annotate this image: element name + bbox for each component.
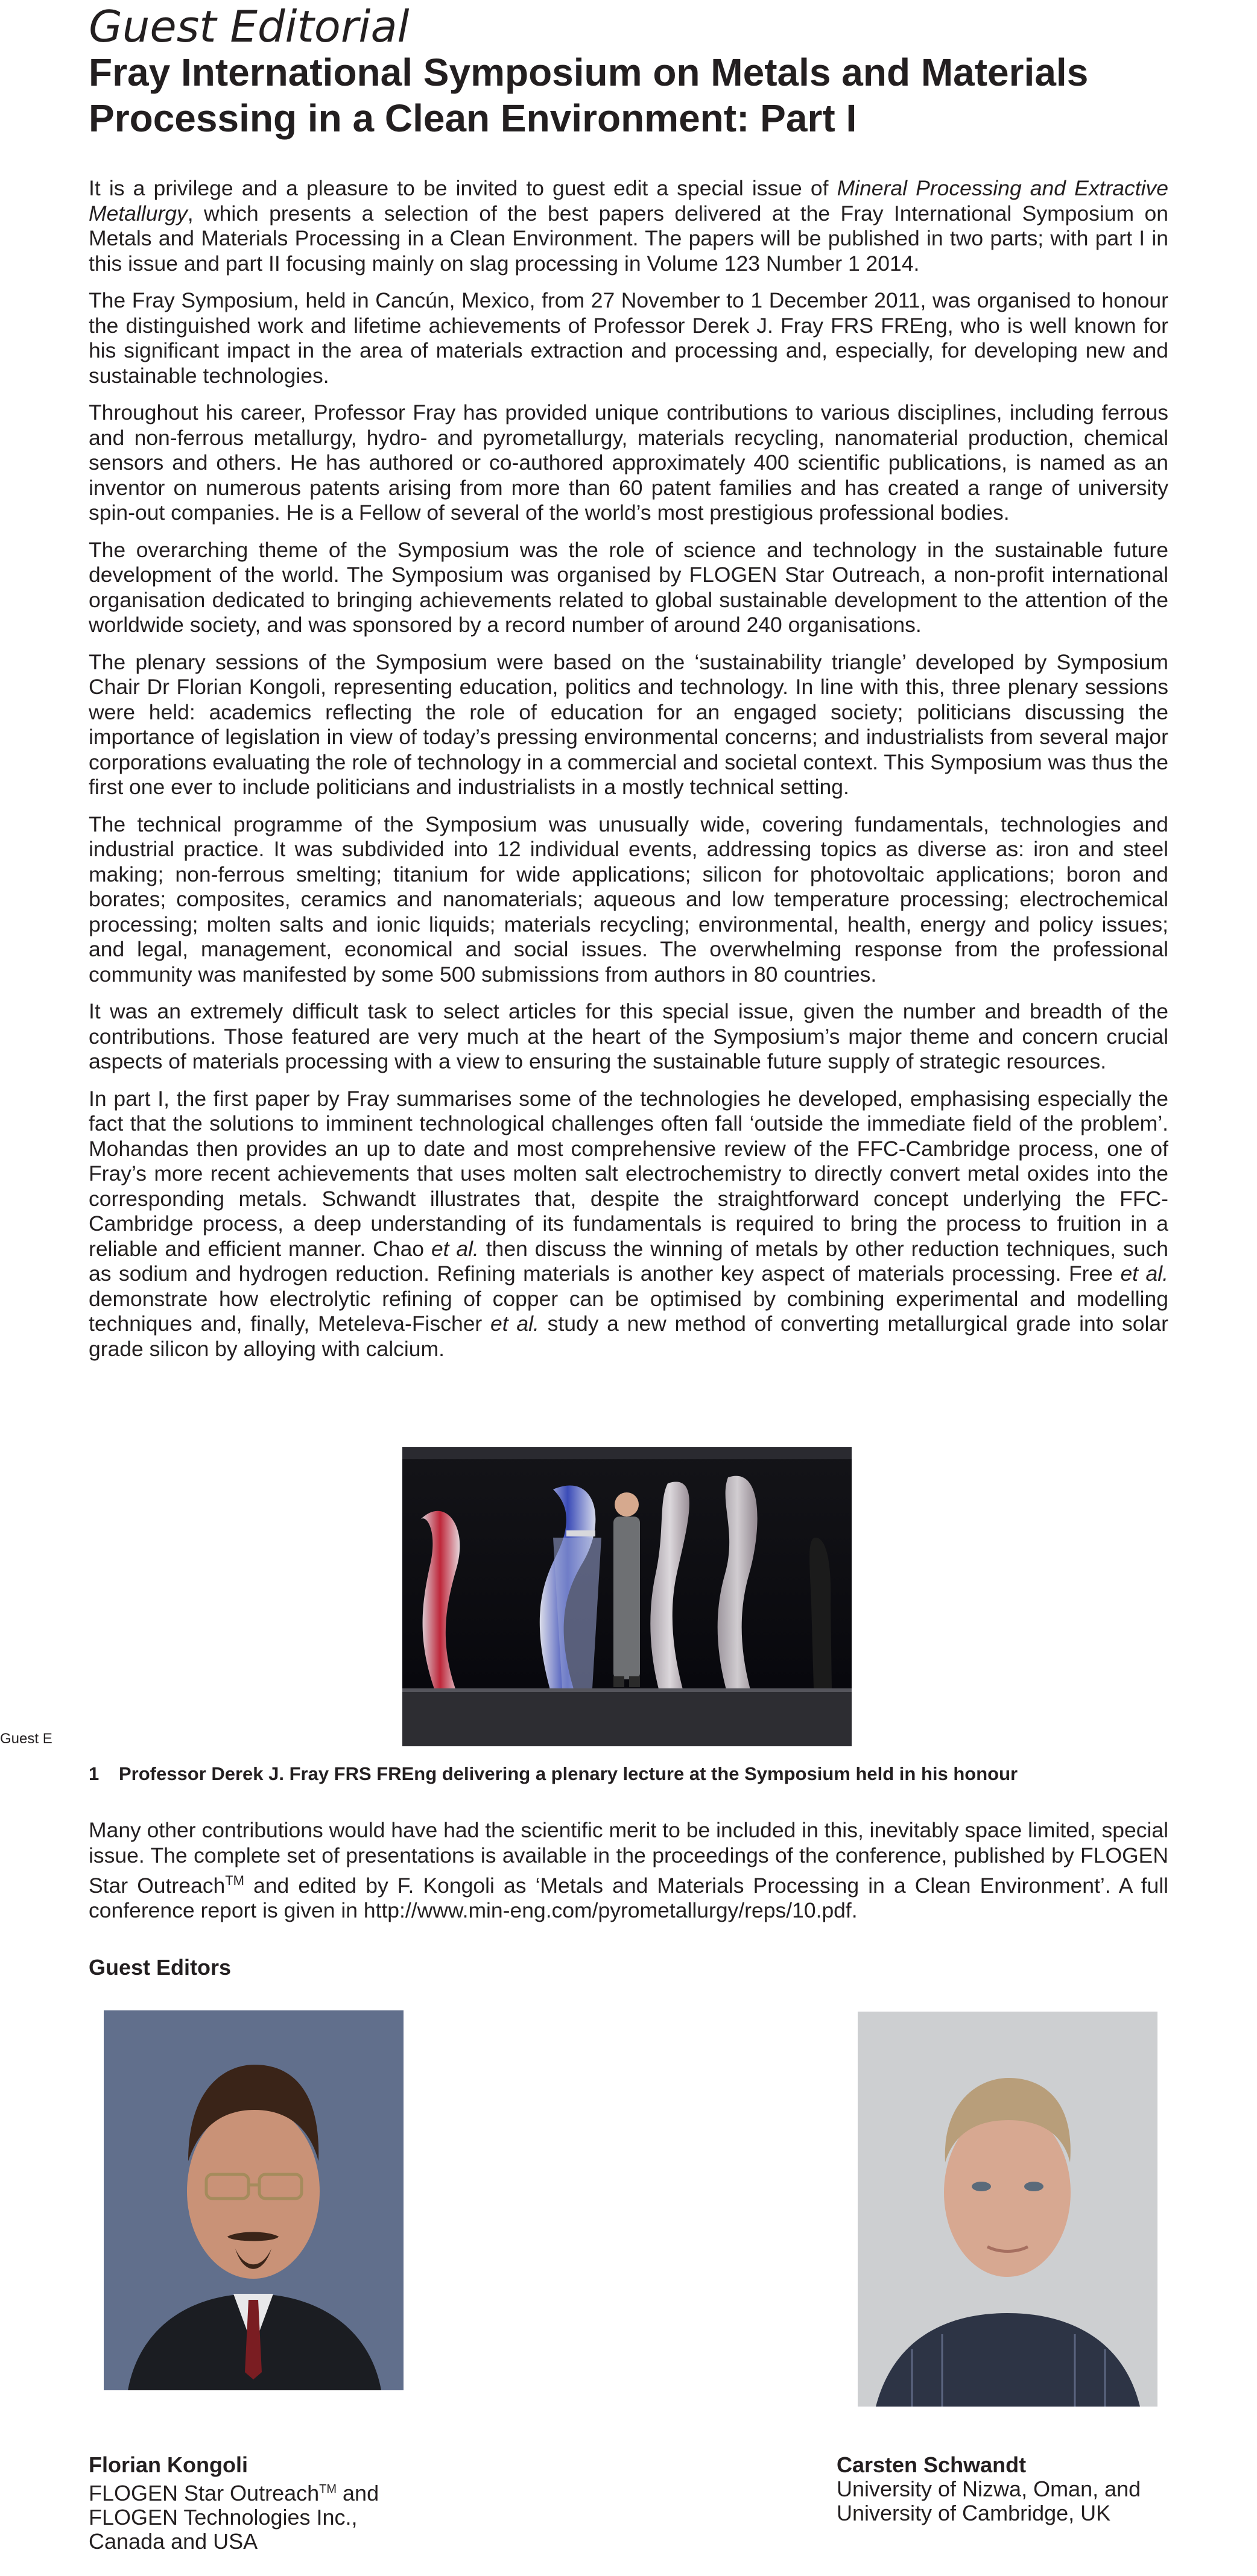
editor-affiliation-line: University of Nizwa, Oman, and xyxy=(837,2477,1141,2501)
paragraph-3: Throughout his career, Professor Fray has provided unique contributions to various disciplines, including ferrous and non-ferrous metallurgy, hydro- and pyrometallurgy, materials recycling, nanomaterial production, chemical sensors and others. He has authored or co-authored approximately 400 scientific publications, is named as an inventor on numerous patents arising from more than 60 patent families and has created a range of university spin-out companies. He is a Fellow of several of the world’s most prestigious professional bodies. xyxy=(89,400,1168,525)
editor-affiliation-line: Canada and USA xyxy=(89,2529,258,2554)
editor-affiliation-line: FLOGEN Star Outreach™ and xyxy=(89,2481,379,2505)
figure-caption-text: Professor Derek J. Fray FRS FREng delivering a plenary lecture at the Symposium held in his honour xyxy=(119,1763,1018,1784)
editor-affiliation-line: FLOGEN Technologies Inc., xyxy=(89,2505,358,2530)
article-title: Fray International Symposium on Metals and Materials Processing in a Clean Environment: Part I xyxy=(89,51,1089,140)
paragraph-7: It was an extremely difficult task to select articles for this special issue, given the number and breadth of the contributions. Those featured are very much at the heart of the Symposium’s major theme and concern crucial aspects of materials processing with a view to ensuring the sustainable future supply of strategic resources. xyxy=(89,999,1168,1073)
article-body xyxy=(89,176,1168,1374)
paragraph-4: The overarching theme of the Symposium was the role of science and technology in the sustainable future development of the world. The Symposium was organised by FLOGEN Star Outreach, a non-profit international organisation dedicated to bringing achievements related to global sustainable development to the attention of the worldwide society, and was sponsored by a record number of around 240 organisations. xyxy=(89,537,1168,637)
schwandt-portrait-illustration xyxy=(858,2012,1157,2407)
figure-caption xyxy=(89,1762,1168,1786)
editor-affiliation-line: University of Cambridge, UK xyxy=(837,2501,1111,2525)
editor-kongoli xyxy=(89,2453,379,2554)
paragraph-5: The plenary sessions of the Symposium were based on the ‘sustainability triangle’ developed by Symposium Chair Dr Florian Kongoli, representing education, politics and technology. In line with this, three plenary sessions were held: academics reflecting the role of education for an engaged society; politicians discussing the importance of legislation in view of today’s pressing environmental concerns; and industrialists from several major corporations evaluating the role of technology in a commercial and societal context. This Symposium was thus the first one ever to include politicians and industrialists in a mostly technical setting. xyxy=(89,649,1168,799)
schwandt-portrait xyxy=(858,2012,1157,2407)
editor-name: Florian Kongoli xyxy=(89,2452,248,2477)
plenary-lecture-photo xyxy=(402,1447,852,1746)
section-kicker: Guest Editorial xyxy=(89,1,410,52)
stage-illustration xyxy=(402,1447,852,1746)
journal-name: Mineral Processing and Extractive Metallurgy xyxy=(89,176,1168,226)
paragraph-2: The Fray Symposium, held in Cancún, Mexico, from 27 November to 1 December 2011, was organised to honour the distinguished work and lifetime achievements of Professor Derek J. Fray FRS FREng, who is well known for his significant impact in the area of materials extraction and processing and, especially, for developing new and sustainable technologies. xyxy=(89,288,1168,388)
closing-paragraph-block xyxy=(89,1818,1168,1924)
figure-number: 1 xyxy=(89,1763,100,1784)
paragraph-8: In part I, the first paper by Fray summarises some of the technologies he developed, emphasising especially the fact that the solutions to imminent technological challenges often fall ‘outside the immediate field of the problem’. Mohandas then provides an up to date and most comprehensive review of the FFC-Cambridge process, one of Fray’s more recent achievements that uses molten salt electrochemistry to directly convert metal oxides into the corresponding metals. Schwandt illustrates that, despite the straightforward concept underlying the FFC-Cambridge process, a deep understanding of its fundamentals is required to bring the process to fruition in a reliable and efficient manner. Chao et al. then discuss the winning of metals by other reduction techniques, such as sodium and hydrogen reduction. Refining materials is another key aspect of materials processing. Free et al. demonstrate how electrolytic refining of copper can be optimised by combining experimental and modelling techniques and, finally, Meteleva-Fischer et al. study a new method of converting metallurgical grade into solar grade silicon by alloying with calcium. xyxy=(89,1086,1169,1361)
editor-schwandt xyxy=(837,2453,1141,2525)
paragraph-1: It is a privilege and a pleasure to be invited to guest edit a special issue of Mineral Processing and Extractive Metallurgy, which presents a selection of the best papers delivered at the Fray International Symposium on Metals and Materials Processing in a Clean Environment. The papers will be published in two parts; with part I in this issue and part II focusing mainly on slag processing in Volume 123 Number 1 2014. xyxy=(89,176,1168,276)
paragraph-9: Many other contributions would have had the scientific merit to be included in this, inevitably space limited, special issue. The complete set of presentations is available in the proceedings of the conference, published by FLOGEN Star Outreach™ and edited by F. Kongoli as ‘Metals and Materials Processing in a Clean Environment’. A full conference report is given in http://www.min-eng.com/pyrometallurgy/reps/10.pdf. xyxy=(89,1818,1168,1923)
editor-name: Carsten Schwandt xyxy=(837,2452,1027,2477)
paragraph-6: The technical programme of the Symposium was unusually wide, covering fundamentals, technologies and industrial practice. It was subdivided into 12 individual events, addressing topics as diverse as: iron and steel making; non-ferrous smelting; titanium for wide applications; silicon for photovoltaic applications; boron and borates; composites, ceramics and nanomaterials; aqueous and low temperature processing; electrochemical processing; molten salts and ionic liquids; materials recycling; environmental, health, energy and policy issues; and legal, management, economical and social issues. The overwhelming response from the professional community was manifested by some 500 submissions from authors in 80 countries. xyxy=(89,812,1168,987)
kongoli-portrait-illustration xyxy=(104,2010,404,2390)
kongoli-portrait xyxy=(104,2010,404,2390)
side-running-tab: Guest E xyxy=(0,1731,52,1747)
guest-editors-heading: Guest Editors xyxy=(89,1955,232,1980)
